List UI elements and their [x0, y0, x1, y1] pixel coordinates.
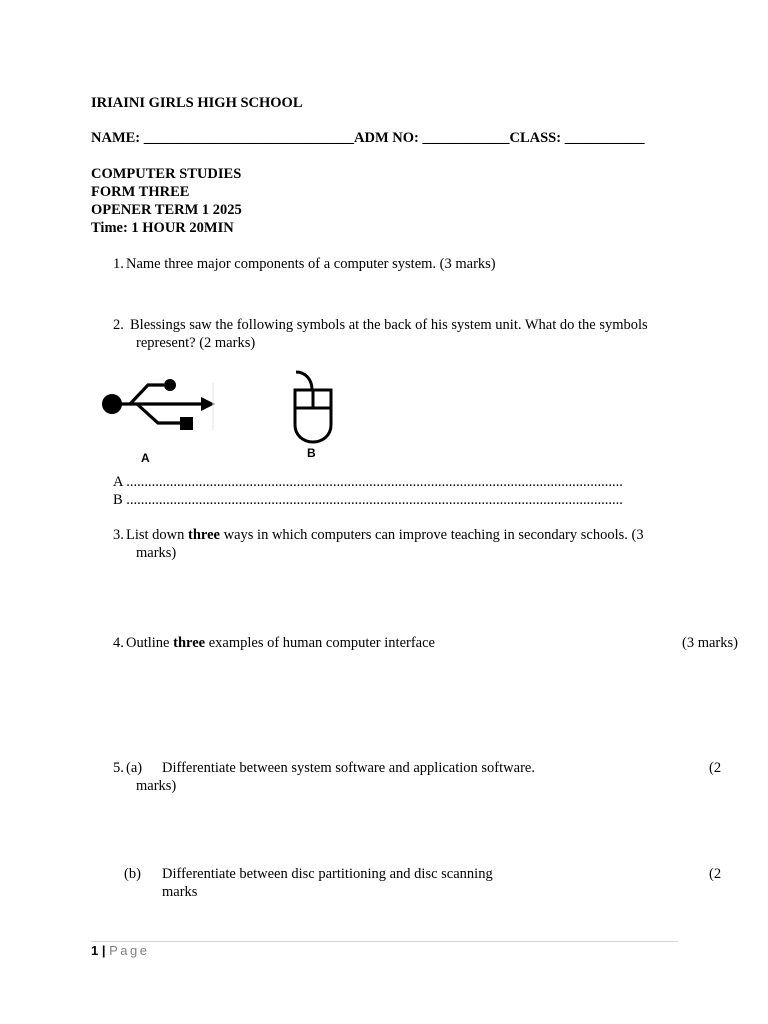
question-1-number: 1.: [113, 256, 124, 272]
question-5a-marks: (2: [709, 760, 722, 776]
question-5b-label: (b): [124, 866, 141, 882]
question-4-marks: (3 marks): [682, 635, 738, 651]
mouse-symbol-icon: [289, 369, 337, 447]
question-4-text: [126, 634, 435, 652]
exam-title: OPENER TERM 1 2025: [91, 202, 242, 218]
student-info-line: [91, 129, 644, 147]
question-3-line-1: [126, 526, 644, 544]
page-word: Page: [109, 943, 150, 958]
adm-label: ADM NO:: [354, 130, 419, 146]
adm-blank: ____________: [422, 130, 510, 146]
question-3-line-2: marks): [136, 545, 177, 561]
class-blank: ___________: [564, 130, 645, 146]
question-3-text-post: ways in which computers can improve teaching in secondary schools. (3: [219, 527, 644, 543]
question-2-line-1: Blessings saw the following symbols at the back of his system unit. What do the symbols: [130, 317, 648, 333]
school-name: IRIAINI GIRLS HIGH SCHOOL: [91, 95, 303, 111]
question-4-text-pre: Outline: [126, 635, 174, 651]
footer-separator: |: [101, 943, 106, 958]
question-5b-text: Differentiate between disc partitioning and disc scanning: [162, 866, 493, 882]
answer-a-dots: .........................................................................................................................................: [126, 474, 623, 490]
subject-title: COMPUTER STUDIES: [91, 166, 242, 182]
question-4-number: 4.: [113, 635, 124, 651]
question-3-text-pre: List down: [126, 527, 189, 543]
page-number: 1: [91, 943, 99, 958]
name-blank: _____________________________: [143, 130, 355, 146]
answer-a-label: A: [113, 474, 123, 490]
time-allowed: Time: 1 HOUR 20MIN: [91, 220, 234, 236]
question-5a-line-2: marks): [136, 778, 177, 794]
answer-b-label: B: [113, 492, 123, 508]
footer-divider: [91, 941, 678, 942]
symbol-b-label: B: [307, 446, 316, 460]
answer-a-line: [113, 473, 623, 491]
class-label: CLASS:: [509, 130, 562, 146]
usb-symbol-icon: [100, 373, 218, 435]
question-5a-text: Differentiate between system software and application software.: [162, 760, 535, 776]
question-2-number: 2.: [113, 317, 124, 333]
question-2-line-2: represent? (2 marks): [136, 335, 256, 351]
question-5b-line-2: marks: [162, 884, 198, 900]
question-5b-marks: (2: [709, 866, 722, 882]
question-4-text-bold: three: [173, 635, 206, 651]
question-5-number: 5.: [113, 760, 124, 776]
page-footer: [91, 942, 150, 960]
question-3-text-bold: three: [188, 527, 220, 543]
question-1-text: Name three major components of a computer system. (3 marks): [126, 256, 496, 272]
question-3-number: 3.: [113, 527, 124, 543]
answer-b-line: [113, 491, 623, 509]
symbol-a-label: A: [141, 451, 150, 465]
question-5a-label: (a): [126, 760, 143, 776]
answer-b-dots: .........................................................................................................................................: [126, 492, 623, 508]
form-title: FORM THREE: [91, 184, 190, 200]
question-4-text-post: examples of human computer interface: [205, 635, 435, 651]
name-label: NAME:: [91, 130, 141, 146]
